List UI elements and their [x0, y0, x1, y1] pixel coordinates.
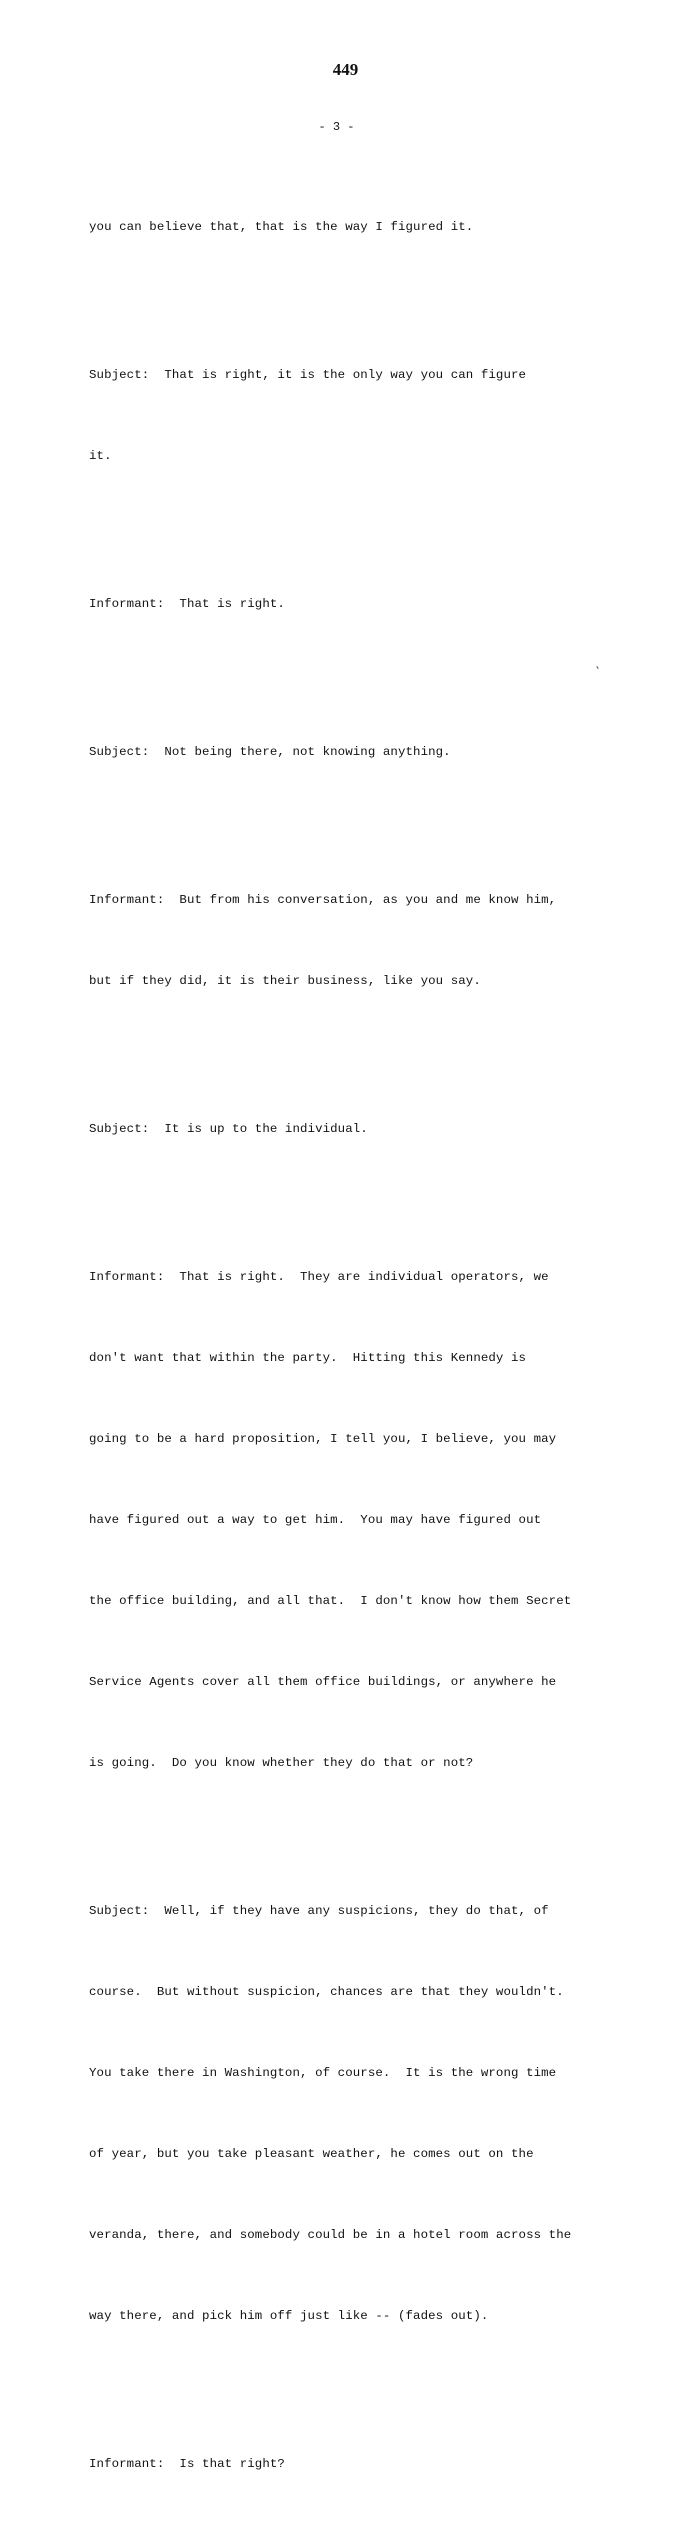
text-line: Informant: But from his conversation, as you and me know him,	[89, 893, 557, 907]
paragraph	[89, 537, 629, 672]
paragraph	[89, 1844, 629, 2384]
text-line: Informant: That is right.	[89, 597, 285, 611]
text-line: don't want that within the party. Hitting this Kennedy is	[89, 1351, 527, 1365]
paragraph	[89, 160, 629, 295]
text-line: Subject: Well, if they have any suspicions, they do that, of	[89, 1904, 549, 1918]
text-line: is going. Do you know whether they do that or not?	[89, 1756, 474, 1770]
text-line: Subject: Not being there, not knowing anything.	[89, 745, 451, 759]
text-line: you can believe that, that is the way I figured it.	[89, 220, 474, 234]
text-line: Subject: That is right, it is the only way you can figure	[89, 368, 527, 382]
text-line: but if they did, it is their business, like you say.	[89, 974, 481, 988]
text-line: veranda, there, and somebody could be in a hotel room across the	[89, 2228, 572, 2242]
text-line: it.	[89, 449, 112, 463]
paragraph	[89, 833, 629, 1049]
text-line: way there, and pick him off just like -- (fades out).	[89, 2309, 489, 2323]
paragraph	[89, 1062, 629, 1197]
text-line: the office building, and all that. I don't know how them Secret	[89, 1594, 572, 1608]
text-line: going to be a hard proposition, I tell you, I believe, you may	[89, 1432, 557, 1446]
text-line: have figured out a way to get him. You may have figured out	[89, 1513, 542, 1527]
transcript-body	[89, 160, 629, 2545]
text-line: Informant: That is right. They are individual operators, we	[89, 1270, 549, 1284]
text-line: You take there in Washington, of course. It is the wrong time	[89, 2066, 557, 2080]
section-number: - 3 -	[318, 120, 355, 134]
text-line: Subject: It is up to the individual.	[89, 1122, 368, 1136]
text-line: Informant: Is that right?	[89, 2457, 285, 2471]
paragraph	[89, 2397, 629, 2532]
text-line: Service Agents cover all them office buildings, or anywhere he	[89, 1675, 557, 1689]
paragraph	[89, 1210, 629, 1831]
text-line: course. But without suspicion, chances are that they wouldn't.	[89, 1985, 564, 1999]
page-number: 449	[332, 60, 359, 79]
paragraph	[89, 685, 629, 820]
text-line: of year, but you take pleasant weather, he comes out on the	[89, 2147, 534, 2161]
paragraph	[89, 308, 629, 524]
